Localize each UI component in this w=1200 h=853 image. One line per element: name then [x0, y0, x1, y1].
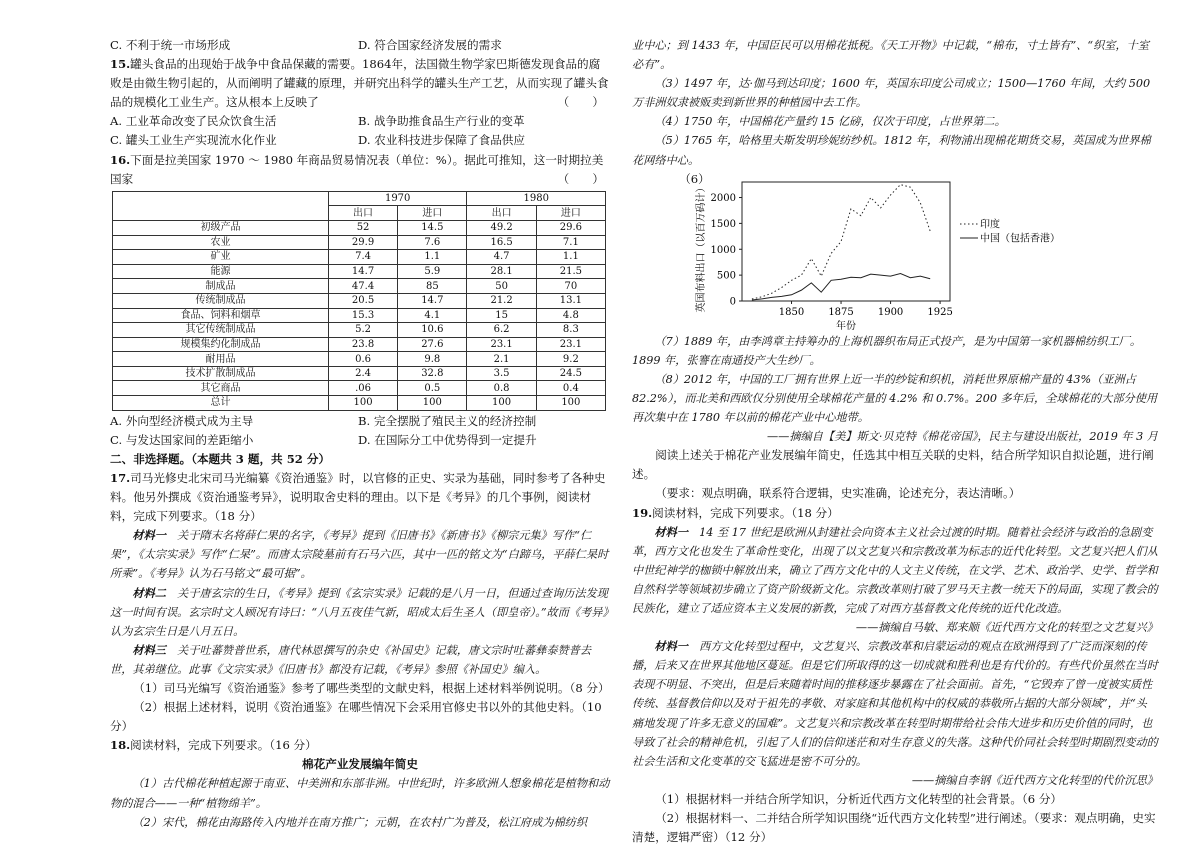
y-tick-label: 1500 [710, 218, 736, 230]
table-cell: 21.5 [536, 264, 605, 279]
series-line-china [752, 273, 930, 299]
q18-number: 18. [110, 738, 131, 753]
q17-number: 17. [110, 470, 131, 485]
option-d[interactable]: D. 符合国家经济发展的需求 [358, 38, 502, 52]
table-row [113, 250, 606, 265]
q18-item-5: （5）1765 年，哈格里夫斯发明珍妮纺纱机。1812 年，利物浦出现棉花期货交易，英国成为世界棉花网络中心。 [632, 134, 1151, 167]
table-cell: 20.5 [328, 293, 397, 308]
q16-options [110, 412, 610, 450]
row-label: 制成品 [113, 279, 329, 294]
material-label: 材料一 [654, 524, 688, 539]
section-heading: 二、非选择题。（本题共 3 题，共 52 分） [110, 451, 331, 466]
table-cell: 23.1 [467, 337, 536, 352]
column-header: 出口 [467, 206, 536, 221]
table-body [113, 220, 606, 410]
q17-material-2 [110, 584, 610, 641]
table-cell: 28.1 [467, 264, 536, 279]
table-row [113, 337, 606, 352]
material-label: 材料一 [132, 528, 166, 543]
answer-blank: （ ） [557, 95, 604, 110]
row-label: 其它商品 [113, 381, 329, 396]
table-row [113, 264, 606, 279]
table-cell: 2.1 [467, 352, 536, 367]
q18-item-7: （7）1889 年，由李鸿章主持筹办的上海机器织布局正式投产，是为中国第一家机器棉纺织工厂。1899 年，张謇在南通投产大生纱厂。 [632, 334, 1142, 367]
table-cell: 2.4 [328, 366, 397, 381]
table-cell: 47.4 [328, 279, 397, 294]
table-cell: 16.5 [467, 235, 536, 250]
q16-stem [110, 151, 610, 189]
column-header: 进口 [398, 206, 467, 221]
table-cell: 0.5 [398, 381, 467, 396]
table-cell: 100 [398, 396, 467, 411]
q16-number: 16. [110, 152, 131, 167]
y-tick-label: 0 [729, 296, 736, 308]
q18-item-3: （3）1497 年，达·伽马到达印度；1600 年，英国东印度公司成立；1500—1760 年间，大约 500 万非洲奴隶被贩卖到新世界的种植园中去工作。 [632, 77, 1151, 110]
table-cell: 14.5 [398, 220, 467, 235]
q14-options [110, 36, 610, 55]
row-label: 矿业 [113, 250, 329, 265]
table-cell: 9.2 [536, 352, 605, 367]
table-cell: 15 [467, 308, 536, 323]
table-row [113, 323, 606, 338]
legend-label: 中国（包括香港） [980, 233, 1060, 245]
table-row [113, 235, 606, 250]
column-header: 进口 [536, 206, 605, 221]
q18-title: 棉花产业发展编年简史 [302, 757, 418, 772]
right-column [632, 36, 1158, 847]
table-row [113, 308, 606, 323]
table-cell: 6.2 [467, 323, 536, 338]
table-cell: 0.8 [467, 381, 536, 396]
q18-item-6: （6） [679, 171, 710, 186]
row-label: 其它传统制成品 [113, 323, 329, 338]
row-label: 食品、饲料和烟草 [113, 308, 329, 323]
table-cell: 50 [467, 279, 536, 294]
table-cell: 70 [536, 279, 605, 294]
line-chart [632, 170, 1158, 332]
q17-material-3 [110, 641, 610, 679]
x-tick-label: 1875 [828, 306, 854, 318]
table-cell: 49.2 [467, 220, 536, 235]
option-a[interactable]: A. 外向型经济模式成为主导 [110, 413, 254, 428]
table-cell: 23.8 [328, 337, 397, 352]
option-c[interactable]: C. 不利于统一市场形成 [110, 38, 231, 52]
y-tick-label: 2000 [710, 192, 736, 204]
option-b[interactable]: B. 完全摆脱了殖民主义的经济控制 [358, 413, 537, 428]
table-cell: 7.6 [398, 235, 467, 250]
table-row [113, 293, 606, 308]
table-cell: 32.8 [398, 366, 467, 381]
q18-requirement-note: （要求：观点明确，联系符合逻辑，史实准确，论述充分，表达清晰。） [655, 486, 1021, 501]
material-label: 材料二 [132, 585, 166, 600]
option-c[interactable]: C. 与发达国家间的差距缩小 [110, 432, 254, 447]
q19-material-2 [632, 637, 1158, 771]
table-cell: 24.5 [536, 366, 605, 381]
table-cell: 9.8 [398, 352, 467, 367]
column-header: 出口 [328, 206, 397, 221]
table-cell: 4.8 [536, 308, 605, 323]
q18-item-8: （8）2012 年，中国的工厂拥有世界上近一半的纱锭和织机，消耗世界原棉产量的 43%（亚洲占 82.2%），而北美和西欧仅分别使用全球棉花产量的 4.2% 和 0.7%。200 多年后，全球棉花的大部分使用再次集中在 1780 年以前的棉花产业中心地带。 [632, 372, 1158, 425]
table-cell: 23.1 [536, 337, 605, 352]
material-label: 材料一 [654, 639, 688, 654]
series-line-india [752, 184, 930, 298]
table-header-years [113, 191, 606, 206]
row-label: 初级产品 [113, 220, 329, 235]
row-label: 总计 [113, 396, 329, 411]
year-header: 1980 [467, 191, 606, 206]
y-axis-label: 英国布料出口（以百万码计） [696, 182, 707, 313]
q17-requirement-2: （2）根据上述材料，说明《资治通鉴》在哪些情况下会采用官修史书以外的其他史料。（10 分） [110, 700, 602, 734]
q17-requirement-1: （1）司马光编写《资治通鉴》参考了哪些类型的文献史料，根据上述材料举例说明。（8 分） [133, 680, 610, 695]
row-label: 耐用品 [113, 352, 329, 367]
q18-item-1: （1）古代棉花种植起源于南亚、中美洲和东部非洲。中世纪时，许多欧洲人想象棉花是植物和动物的混合——一种“植物绵羊”。 [110, 777, 610, 810]
table-cell: 5.2 [328, 323, 397, 338]
table-cell: 27.6 [398, 337, 467, 352]
option-c[interactable]: C. 罐头工业生产实现流水化作业 [110, 133, 277, 148]
table-cell: 14.7 [398, 293, 467, 308]
table-cell: 21.2 [467, 293, 536, 308]
x-axis-label: 年份 [836, 320, 856, 332]
x-tick-label: 1850 [778, 306, 805, 318]
table-cell: 85 [398, 279, 467, 294]
y-tick-label: 1000 [710, 244, 736, 256]
table-cell: 0.6 [328, 352, 397, 367]
legend-label: 印度 [980, 219, 1000, 231]
q18-stem [110, 736, 610, 755]
material-text: 关于吐蕃赞普世系，唐代林恩撰写的杂史《补国史》记载，唐文宗时吐蕃彝泰赞普去世，其弟继位。此事《文宗实录》《旧唐书》都没有记载，《考异》参照《补国史》编入。 [110, 643, 592, 676]
q18-requirement: 阅读上述关于棉花产业发展编年简史，任选其中相互关联的史料，结合所学知识自拟论题，进行阐述。 [632, 448, 1154, 482]
q15-options [110, 112, 610, 150]
material-label: 材料三 [132, 642, 166, 657]
table-cell: 5.9 [398, 264, 467, 279]
table-row [113, 396, 606, 411]
material-text: 关于隋末名将薛仁果的名字，《考异》提到《旧唐书》《新唐书》《柳宗元集》写作“仁果”，《太宗实录》写作“仁杲”。而唐太宗陵墓前有石马六匹，其中一匹的铭文为“白蹄乌，平薛仁杲时所乘”。《考异》认为石马铭文“最可据”。 [110, 529, 609, 581]
q19-stem [632, 504, 1158, 523]
table-cell: 7.1 [536, 235, 605, 250]
table-cell: 0.4 [536, 381, 605, 396]
table-cell: 13.1 [536, 293, 605, 308]
option-d[interactable]: D. 农业科技进步保障了食品供应 [358, 133, 525, 148]
q19-requirement-1: （1）根据材料一并结合所学知识，分析近代西方文化转型的社会背景。（6 分） [655, 791, 1063, 806]
table-cell: 4.7 [467, 250, 536, 265]
table-corner [113, 191, 329, 220]
y-tick-label: 500 [716, 270, 736, 282]
q15-number: 15. [110, 57, 131, 72]
table-row [113, 279, 606, 294]
q19-material-2-source: ——摘编自李钢《近代西方文化转型的代价沉思》 [911, 773, 1158, 787]
table-cell: .06 [328, 381, 397, 396]
option-a[interactable]: A. 工业革命改变了民众饮食生活 [110, 114, 277, 129]
q17-material-1 [110, 526, 610, 583]
q19-requirement-2: （2）根据材料一、二并结合所学知识围绕“近代西方文化转型”进行阐述。（要求：观点明确，史实清楚，逻辑严密）（12 分） [632, 811, 1156, 845]
year-header: 1970 [328, 191, 467, 206]
option-b[interactable]: B. 战争助推食品生产行业的变革 [358, 114, 525, 129]
table-cell: 100 [328, 396, 397, 411]
table-cell: 29.9 [328, 235, 397, 250]
material-text: 关于唐玄宗的生日，《考异》提到《玄宗实录》记载的是八月一日，但通过查询历法发现这一时间有误。玄宗时文人顾况有诗曰：“八月五夜佳气新，昭成太后生圣人（即皇帝）。”故而《考异》认为玄宗生日是八月五日。 [110, 586, 609, 638]
option-d[interactable]: D. 在国际分工中优势得到一定提升 [358, 432, 537, 447]
material-text: 西方文化转型过程中，文艺复兴、宗教改革和启蒙运动的观点在欧洲得到了广泛而深刻的传播，后来又在世界其他地区蔓延。但是它们所取得的这一切成就和胜利也是有代价的。有些代价虽然在当时表现不明显、不突出，但是后来随着时间的推移逐步暴露在了社会面前。首先，“它毁弃了曾一度被实质性传统、基督教信仰以及对于祖先的孝敬、对家庭和其他机构中的权威的恭敬所占据的大部分领域”，并“头痛地发现了许多无意义的国难”。文艺复兴和宗教改革在转型时期带给社会伟大进步和历史价值的同时，也导致了社会的精神危机，引起了人们的信仰迷茫和对生存意义的失落。这种代价同社会转型时期剧烈变动的社会生活和文化变革的交飞猛进是密不可分的。 [632, 640, 1158, 768]
row-label: 农业 [113, 235, 329, 250]
row-label: 技术扩散制成品 [113, 366, 329, 381]
q18-source: ——摘编自【美】斯文·贝克特《棉花帝国》，民主与建设出版社，2019 年 3 月 [766, 430, 1158, 444]
table-row [113, 366, 606, 381]
trade-table [112, 191, 606, 411]
x-tick-label: 1925 [927, 306, 953, 318]
q19-material-1-source: ——摘编自马敏、郑来顺《近代西方文化的转型之文艺复兴》 [855, 621, 1158, 635]
table-cell: 3.5 [467, 366, 536, 381]
table-cell: 1.1 [536, 250, 605, 265]
table-cell: 7.4 [328, 250, 397, 265]
q16-text: 下面是拉美国家 1970 ～ 1980 年商品贸易情况表（单位：%）。据此可推知，这一时期拉美国家 [110, 152, 604, 186]
table-row [113, 220, 606, 235]
row-label: 传统制成品 [113, 293, 329, 308]
table-cell: 4.1 [398, 308, 467, 323]
table-cell: 29.6 [536, 220, 605, 235]
table-cell: 52 [328, 220, 397, 235]
row-label: 规模集约化制成品 [113, 337, 329, 352]
row-label: 能源 [113, 264, 329, 279]
q18-text: 阅读材料，完成下列要求。（16 分） [130, 738, 317, 753]
table-cell: 10.6 [398, 323, 467, 338]
table-cell: 8.3 [536, 323, 605, 338]
q19-text: 阅读材料，完成下列要求。（18 分） [652, 505, 839, 520]
left-column [110, 36, 610, 832]
table-cell: 15.3 [328, 308, 397, 323]
q17-text: 司马光修史北宋司马光编纂《资治通鉴》时，以官修的正史、实录为基础，同时参考了各种史料。他另外撰成《资治通鉴考异》，说明取舍史料的理由。以下是《考异》的几个事例，阅读材料，完成下列要求。（18 分） [110, 470, 606, 524]
table-row [113, 352, 606, 367]
table-cell: 100 [467, 396, 536, 411]
q18-item-2: （2）宋代，棉花由海路传入内地并在南方推广；元朝，在农村广为普及，松江府成为棉纺织 [132, 815, 588, 829]
material-text: 14 至 17 世纪是欧洲从封建社会向资本主义社会过渡的时期。随着社会经济与政治的急剧变革，西方文化也发生了革命性变化，出现了以文艺复兴和宗教改革为标志的近代化转型。文艺复兴把人们从中世纪神学的枷锁中解放出来，确立了西方文化中的人文主义传统，在文学、艺术、政治学、史学、哲学和自然科学等领域初步确立了资产阶级新文化。宗教改革则打破了罗马天主教一统天下的局面，实现了教会的民族化，建立了适应资本主义发展的新教，完成了对西方基督教文化传统的近代化改造。 [632, 525, 1158, 615]
table-cell: 14.7 [328, 264, 397, 279]
answer-blank: （ ） [557, 171, 604, 186]
table-row [113, 381, 606, 396]
q18-item-4: （4）1750 年，中国棉花产量约 15 亿磅，仅次于印度，占世界第二。 [654, 115, 1006, 129]
q15-stem [110, 55, 610, 112]
table-cell: 100 [536, 396, 605, 411]
cloth-export-chart [632, 170, 1158, 332]
q19-material-1 [632, 523, 1158, 618]
q17-stem [110, 469, 610, 526]
x-tick-label: 1900 [877, 306, 904, 318]
q19-number: 19. [632, 505, 653, 520]
q18-item-2-cont: 业中心；到 1433 年，中国臣民可以用棉花抵税。《天工开物》中记载，“棉布，寸土皆有”、“织室，十室必有”。 [632, 39, 1150, 72]
q15-text: 罐头食品的出现始于战争中食品保藏的需要。1864年，法国微生物学家巴斯德发现食品的腐败是由微生物引起的，从而阐明了罐藏的原理，并研究出科学的罐头生产工艺，从而实现了罐头食品的规模化工业生产。这从根本上反映了 [110, 57, 609, 110]
table-cell: 1.1 [398, 250, 467, 265]
